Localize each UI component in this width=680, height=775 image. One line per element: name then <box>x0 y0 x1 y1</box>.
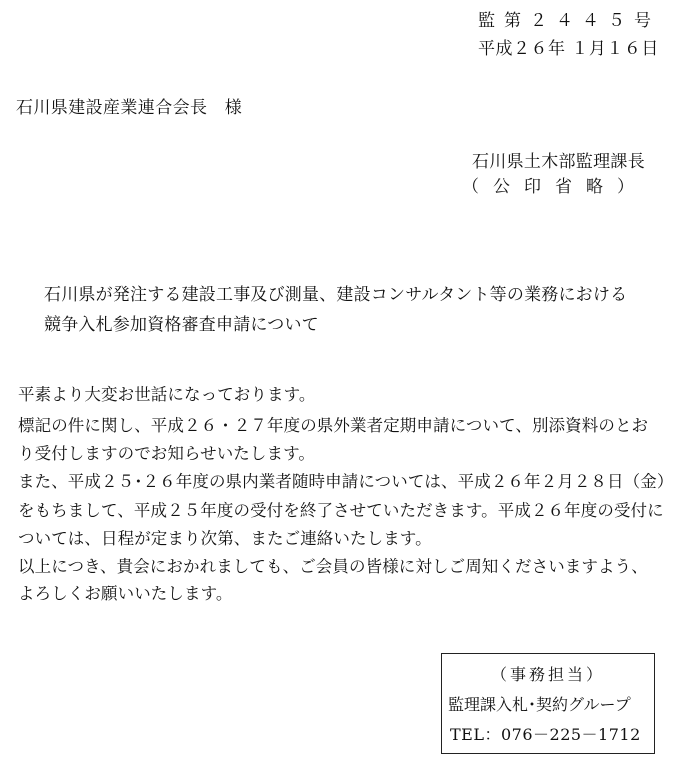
sender-title: 石川県土木部監理課長 <box>472 152 645 172</box>
body-line: 以上につき、貴会におかれましても、ご会員の皆様に対しご周知くださいますよう、 <box>18 557 648 576</box>
body-line: よろしくお願いいたします。 <box>18 584 233 603</box>
contact-title: （事務担当） <box>490 665 605 684</box>
body-line: また、平成２５･２６年度の県内業者随時申請については、平成２６年２月２８日（金） <box>18 472 674 491</box>
subject-line-1: 石川県が発注する建設工事及び測量、建設コンサルタント等の業務における <box>44 285 628 305</box>
contact-phone: TEL：076－225－1712 <box>450 725 641 744</box>
body-line: 標記の件に関し、平成２６・２７年度の県外業者定期申請について、別添資料のとお <box>18 416 649 435</box>
addressee: 石川県建設産業連合会長 様 <box>16 98 243 118</box>
contact-group: 監理課入札･契約グループ <box>448 695 631 714</box>
seal-omitted-note: （公印省略） <box>462 177 648 197</box>
document-date: 平成２６年 １月１６日 <box>478 39 659 59</box>
body-line: をもちまして、平成２５年度の受付を終了させていただきます。平成２６年度の受付に <box>18 501 664 520</box>
body-line: り受付しますのでお知らせいたします。 <box>18 444 315 463</box>
body-line: 平素より大変お世話になっております。 <box>18 385 316 404</box>
subject-line-2: 競争入札参加資格審査申請について <box>44 315 319 335</box>
document-number: 監第２４４５号 <box>478 11 660 31</box>
body-line: ついては、日程が定まり次第、またご連絡いたします。 <box>18 529 432 548</box>
contact-box <box>441 653 655 754</box>
